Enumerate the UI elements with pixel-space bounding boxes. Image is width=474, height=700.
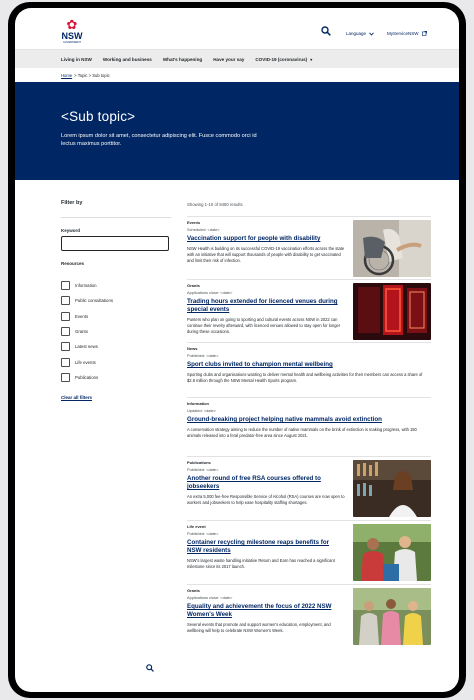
result-description: NSW's largest waste handling initiative Return and Earn has reached a significant milestone since its 2017 launch. xyxy=(187,558,335,570)
result-meta: Applications close: <date> xyxy=(187,595,233,600)
checkbox-information[interactable] xyxy=(61,278,171,293)
result-item xyxy=(187,397,431,439)
checkbox-events[interactable] xyxy=(61,309,171,324)
language-label: Language xyxy=(346,31,367,36)
logo-subtext: GOVERNMENT xyxy=(63,41,81,44)
result-category: News xyxy=(187,346,198,351)
results-list xyxy=(187,202,431,634)
page-title: <Sub topic> xyxy=(61,109,136,124)
result-description: An extra 5,000 fee-free Responsible Service of Alcohol (RSA) courses are now open to workers and jobseekers to help ease hospitality staffing shortages. xyxy=(187,494,345,506)
resources-label: Resources xyxy=(61,261,85,266)
checkbox-label: Grants xyxy=(75,329,88,335)
header xyxy=(15,8,459,50)
checkbox-grants[interactable] xyxy=(61,324,171,339)
main-nav xyxy=(15,50,459,68)
breadcrumb xyxy=(15,68,459,82)
checkbox-label: Life events xyxy=(75,359,96,365)
result-text xyxy=(187,283,345,336)
result-headline-link[interactable]: Sport clubs invited to champion mental wellbeing xyxy=(187,361,333,368)
nav-item-have-your-say[interactable]: Have your say xyxy=(213,56,245,62)
checkbox-box[interactable] xyxy=(61,373,70,382)
result-item xyxy=(187,216,431,265)
checkbox-box[interactable] xyxy=(61,281,70,290)
result-headline-link[interactable]: Equality and achievement the focus of 2022 NSW Women's Week xyxy=(187,603,332,618)
result-item xyxy=(187,456,431,506)
result-category: Grants xyxy=(187,283,200,288)
result-text xyxy=(187,524,345,570)
breadcrumb-trail: > Topic > Sub topic xyxy=(74,72,110,78)
result-item xyxy=(187,279,431,336)
result-headline-link[interactable]: Ground-breaking project helping native mammals avoid extinction xyxy=(187,416,382,423)
result-meta: Applications close: <date> xyxy=(187,290,233,295)
search-icon[interactable] xyxy=(146,664,154,672)
nav-item-working[interactable]: Working and business xyxy=(102,56,152,62)
screen xyxy=(15,8,459,692)
device-frame xyxy=(8,2,466,698)
hero-banner xyxy=(15,82,459,180)
checkbox-publications[interactable] xyxy=(61,370,171,385)
result-item xyxy=(187,342,431,384)
result-category: Life event xyxy=(187,524,206,529)
nav-item-covid-label: COVID-19 (coronavirus) xyxy=(255,56,308,62)
resource-checkboxes xyxy=(61,278,171,385)
waratah-icon: ✿ xyxy=(66,18,78,33)
result-category: Publications xyxy=(187,460,211,465)
nsw-logo[interactable] xyxy=(61,18,83,44)
page-intro: Lorem ipsum dolor sit amet, consectetur adipiscing elit. Fusce commodo orci id lectus maximus porttitor. xyxy=(61,133,257,147)
result-category: Information xyxy=(187,401,209,406)
wheelchair-photo[interactable] xyxy=(353,220,431,277)
result-meta: Updated: <date> xyxy=(187,408,216,413)
language-selector[interactable] xyxy=(346,31,374,36)
result-description: Sporting clubs and organisations wanting to deliver mental health and wellbeing activities for their members can access a share of $2.8 million through the NSW Mental Health Sports program. xyxy=(187,372,423,384)
checkbox-life-events[interactable] xyxy=(61,354,171,369)
result-headline-link[interactable]: Trading hours extended for licenced venues during special events xyxy=(187,298,338,313)
search-icon[interactable] xyxy=(321,26,331,36)
divider xyxy=(61,217,171,218)
result-text xyxy=(187,346,431,384)
breadcrumb-home[interactable]: Home xyxy=(61,72,73,78)
result-description: Several events that promote and support women's education, employment, and wellbeing will help to celebrate NSW Women's Week. xyxy=(187,622,331,634)
myservice-link[interactable] xyxy=(387,31,427,36)
result-text xyxy=(187,220,345,265)
checkbox-label: Information xyxy=(75,283,97,289)
checkbox-label: Latest news xyxy=(75,344,98,350)
checkbox-latest-news[interactable] xyxy=(61,339,171,354)
result-description: A conservation strategy aiming to reduce the number of native mammals on the brink of extinction is making progress, with 150 animals released into a feral predator-free area since August 2021. xyxy=(187,427,417,439)
checkbox-box[interactable] xyxy=(61,327,70,336)
result-description: Punters who plan on going to sporting and cultural events across NSW in 2022 can continue their revelry afterward, with licenced venues allowed to stay open for longer during these occasions. xyxy=(187,317,341,335)
result-meta: Published: <date> xyxy=(187,353,219,358)
nav-item-covid[interactable] xyxy=(255,57,312,62)
women-group-photo[interactable] xyxy=(353,588,431,645)
filter-title: Filter by xyxy=(61,200,83,206)
result-item xyxy=(187,584,431,634)
checkbox-public-consultations[interactable] xyxy=(61,293,171,308)
checkbox-label: Public consultations xyxy=(75,298,113,304)
result-meta: Published: <date> xyxy=(187,467,219,472)
chevron-down-icon: ▾ xyxy=(310,56,313,62)
result-headline-link[interactable]: Another round of free RSA courses offered to jobseekers xyxy=(187,475,321,490)
logo-text: NSW xyxy=(61,31,83,41)
result-description: NSW Health is building on its successful COVID-19 vaccination efforts across the state with an initiative that will support thousands of people with disability to get vaccinated and limit their risk of infection. xyxy=(187,246,345,264)
keyword-input[interactable] xyxy=(61,236,169,251)
result-item xyxy=(187,520,431,570)
keyword-label: Keyword xyxy=(61,228,81,233)
external-link-icon xyxy=(422,31,427,36)
myservice-label: MyServiceNSW xyxy=(387,31,419,36)
checkbox-box[interactable] xyxy=(61,296,70,305)
result-text xyxy=(187,588,345,634)
checkbox-box[interactable] xyxy=(61,358,70,367)
chevron-down-icon xyxy=(369,32,374,36)
result-category: Events xyxy=(187,220,201,225)
result-headline-link[interactable]: Vaccination support for people with disability xyxy=(187,235,321,242)
checkbox-label: Events xyxy=(75,313,89,319)
result-text xyxy=(187,460,345,506)
filter-panel xyxy=(61,200,171,400)
result-meta: Published: <date> xyxy=(187,531,219,536)
result-text xyxy=(187,401,431,439)
result-meta: Scheduled: <date> xyxy=(187,227,220,232)
neon-sign-photo[interactable] xyxy=(353,283,431,340)
bartender-photo[interactable] xyxy=(353,460,431,517)
nav-item-living[interactable]: Living in NSW xyxy=(61,56,92,62)
results-count: Showing 1-10 of 8450 results xyxy=(187,202,243,207)
recycling-photo[interactable] xyxy=(353,524,431,581)
clear-filters-link[interactable]: Clear all filters xyxy=(61,395,93,401)
nav-item-happening[interactable]: What's happening xyxy=(162,56,203,62)
result-headline-link[interactable]: Container recycling milestone reaps benefits for NSW residents xyxy=(187,539,330,554)
result-category: Grants xyxy=(187,588,200,593)
checkbox-box[interactable] xyxy=(61,342,70,351)
checkbox-box[interactable] xyxy=(61,312,70,321)
checkbox-label: Publications xyxy=(75,374,99,380)
